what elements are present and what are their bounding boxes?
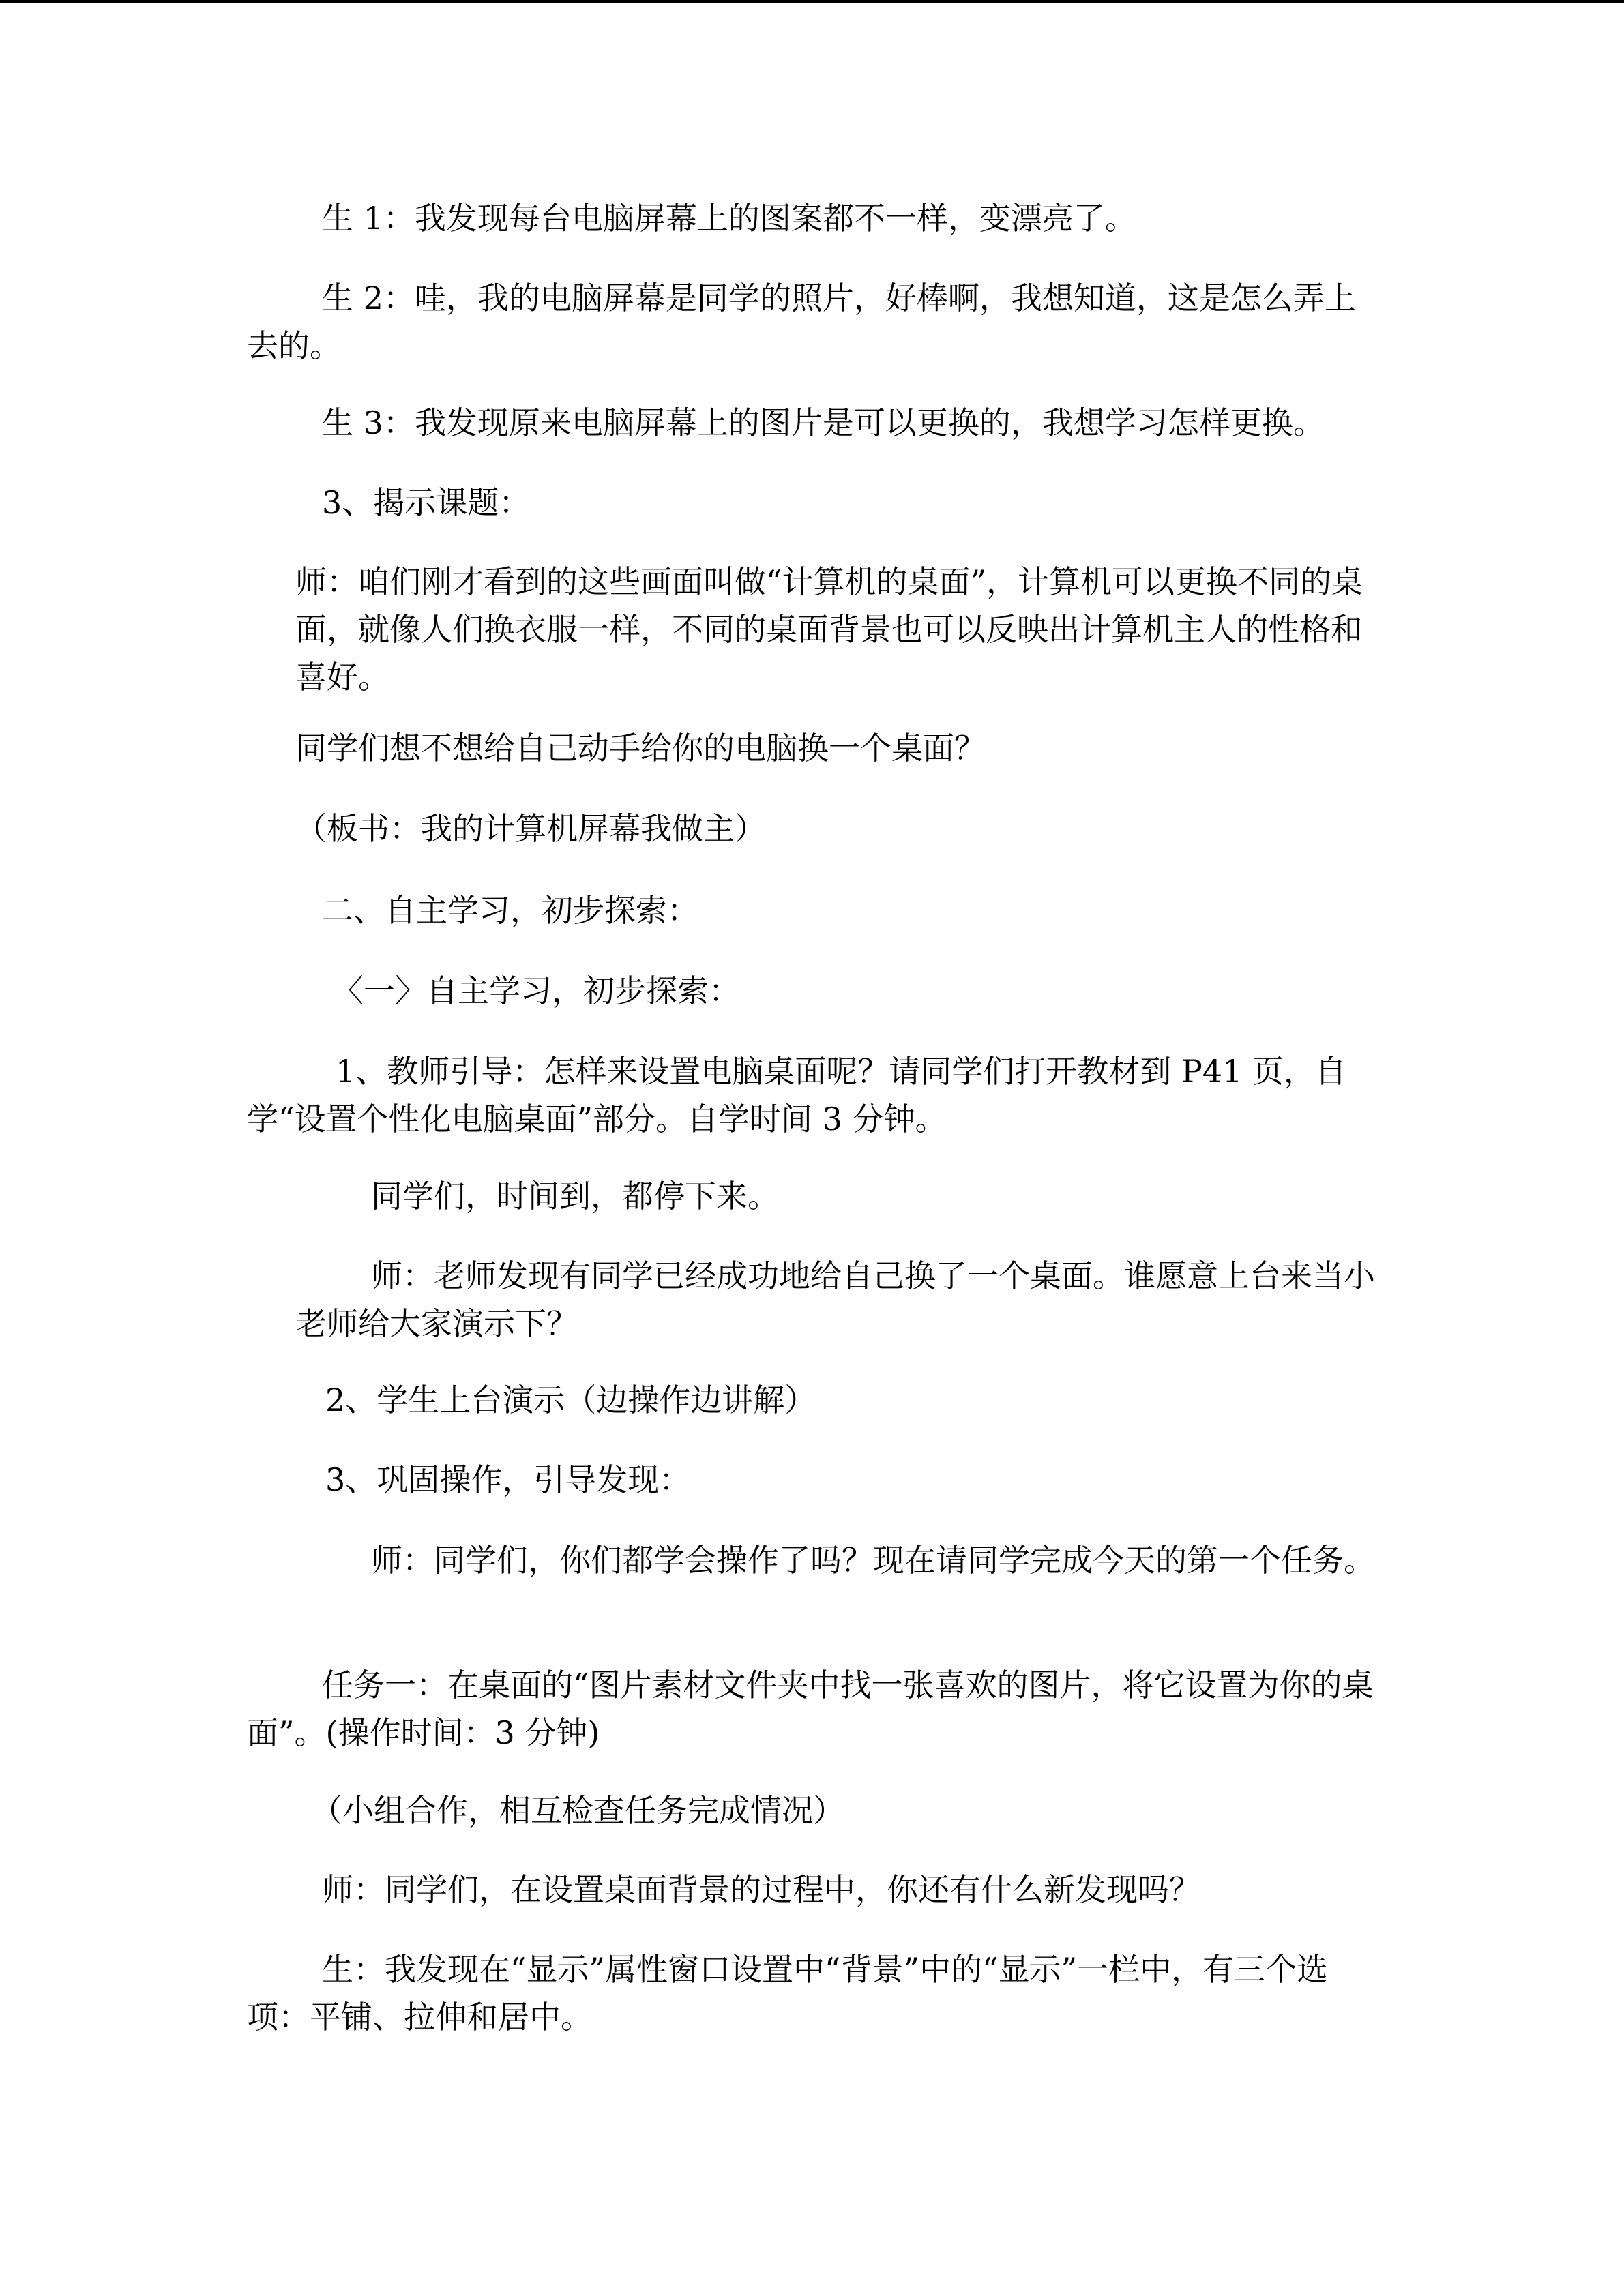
paragraph: 同学们，时间到，都停下来。	[371, 1178, 779, 1214]
subsection-heading: 〈一〉自主学习，初步探索：	[332, 972, 740, 1009]
paragraph: 生 2：哇，我的电脑屏幕是同学的照片，好棒啊，我想知道，这是怎么弄上去的。	[247, 280, 1356, 364]
paragraph: 1、教师引导：怎样来设置电脑桌面呢？请同学们打开教材到 P41 页，自学“设置个性化电脑桌面”部分。自学时间 3 分钟。	[247, 1053, 1346, 1137]
paragraph: 同学们想不想给自己动手给你的电脑换一个桌面？	[295, 730, 986, 766]
paragraph: 2、学生上台演示（边操作边讲解）	[325, 1382, 816, 1418]
paragraph: （小组合作，相互检查任务完成情况）	[311, 1792, 844, 1829]
paragraph: 师：同学们，在设置桌面背景的过程中，你还有什么新发现吗？	[322, 1871, 1200, 1908]
paragraph: （板书：我的计算机屏幕我做主）	[295, 810, 766, 847]
paragraph: 生：我发现在“显示”属性窗口设置中“背景”中的“显示”一栏中，有三个选项：平铺、拉伸和居中。	[247, 1951, 1329, 2036]
paragraph: 生 1：我发现每台电脑屏幕上的图案都不一样，变漂亮了。	[322, 200, 1136, 237]
paragraph: 师：同学们，你们都学会操作了吗？现在请同学完成今天的第一个任务。	[371, 1542, 1375, 1579]
section-heading: 3、揭示课题：	[322, 484, 531, 521]
paragraph: 师：老师发现有同学已经成功地给自己换了一个桌面。谁愿意上台来当小老师给大家演示下？	[295, 1257, 1375, 1342]
paragraph: 生 3：我发现原来电脑屏幕上的图片是可以更换的，我想学习怎样更换。	[322, 404, 1325, 441]
section-heading: 二、自主学习，初步探索：	[322, 892, 698, 929]
paragraph: 3、巩固操作，引导发现：	[325, 1461, 691, 1498]
paragraph: 师：咱们刚才看到的这些画面叫做“计算机的桌面”，计算机可以更换不同的桌面，就像人们换衣服一样，不同的桌面背景也可以反映出计算机主人的性格和喜好。	[295, 563, 1363, 696]
paragraph: 任务一：在桌面的“图片素材文件夹中找一张喜欢的图片，将它设置为你的桌面”。(操作时间：3 分钟)	[247, 1667, 1374, 1751]
